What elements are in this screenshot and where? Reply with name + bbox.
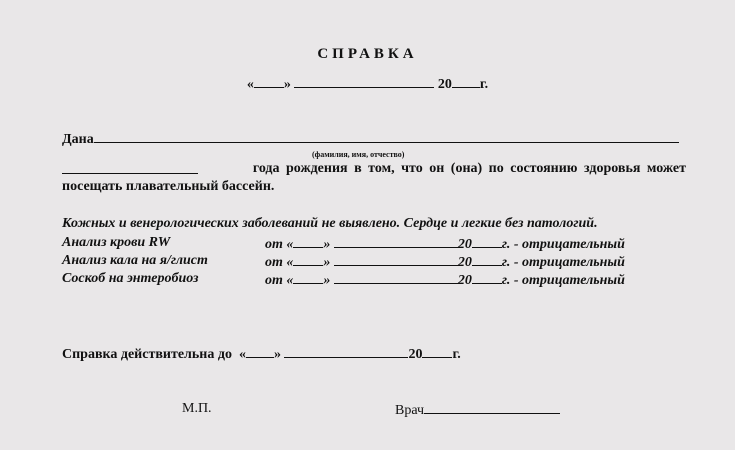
valid-year-blank[interactable] bbox=[422, 345, 452, 358]
test-date-2 bbox=[265, 271, 625, 289]
test-month-blank[interactable] bbox=[334, 271, 458, 284]
findings-text: Кожных и венерологических заболеваний не выявлено. Сердце и легкие без патологий. bbox=[62, 216, 598, 231]
body-text-line1: года рождения в том, что он (она) по состоянию здоровья может bbox=[252, 161, 686, 176]
test-date-1 bbox=[265, 253, 625, 271]
body-text-line2: посещать плавательный бассейн. bbox=[62, 179, 275, 194]
test-month-blank[interactable] bbox=[334, 253, 458, 266]
year-prefix: 20 bbox=[437, 77, 452, 92]
test-name-0: Анализ крови RW bbox=[62, 235, 171, 250]
close-quote: » bbox=[323, 237, 331, 252]
test-name-2: Соскоб на энтеробиоз bbox=[62, 271, 199, 286]
day-blank[interactable] bbox=[254, 75, 284, 88]
test-day-blank[interactable] bbox=[293, 271, 323, 284]
year-suffix: г. bbox=[479, 77, 489, 92]
year-suffix: г. bbox=[452, 347, 461, 362]
valid-day-blank[interactable] bbox=[246, 345, 274, 358]
birth-year-line bbox=[62, 161, 686, 177]
test-day-blank[interactable] bbox=[293, 235, 323, 248]
open-quote: « bbox=[246, 77, 254, 92]
test-year-blank[interactable] bbox=[472, 271, 502, 284]
stamp-label: М.П. bbox=[182, 401, 212, 416]
issued-to-line bbox=[62, 130, 679, 148]
year-blank[interactable] bbox=[452, 75, 480, 88]
test-result: г. - отрицательный bbox=[501, 273, 625, 288]
year-prefix: 20 bbox=[408, 347, 423, 362]
year-prefix: 20 bbox=[457, 255, 472, 270]
close-quote: » bbox=[283, 77, 291, 92]
valid-until-label: Справка действительна до bbox=[62, 347, 232, 362]
test-date-0 bbox=[265, 235, 625, 253]
year-prefix: 20 bbox=[457, 273, 472, 288]
full-name-hint: (фамилия, имя, отчество) bbox=[312, 150, 405, 159]
test-year-blank[interactable] bbox=[472, 235, 502, 248]
test-year-blank[interactable] bbox=[472, 253, 502, 266]
full-name-blank[interactable] bbox=[94, 130, 679, 143]
issue-date-line bbox=[0, 75, 735, 93]
month-blank[interactable] bbox=[294, 75, 434, 88]
from-label: от « bbox=[265, 273, 294, 288]
open-quote: « bbox=[238, 347, 246, 362]
test-month-blank[interactable] bbox=[334, 235, 458, 248]
birth-year-blank[interactable] bbox=[62, 161, 198, 174]
test-name-1: Анализ кала на я/глист bbox=[62, 253, 208, 268]
issued-to-label: Дана bbox=[62, 132, 94, 147]
year-prefix: 20 bbox=[457, 237, 472, 252]
test-result: г. - отрицательный bbox=[501, 255, 625, 270]
doctor-signature-blank[interactable] bbox=[424, 401, 560, 414]
valid-month-blank[interactable] bbox=[284, 345, 408, 358]
close-quote: » bbox=[323, 273, 331, 288]
valid-until-line bbox=[62, 345, 461, 363]
close-quote: » bbox=[273, 347, 281, 362]
doctor-label: Врач bbox=[395, 403, 425, 418]
doctor-signature-line bbox=[395, 401, 560, 419]
close-quote: » bbox=[323, 255, 331, 270]
from-label: от « bbox=[265, 237, 294, 252]
from-label: от « bbox=[265, 255, 294, 270]
test-day-blank[interactable] bbox=[293, 253, 323, 266]
document-title: СПРАВКА bbox=[317, 46, 418, 62]
test-result: г. - отрицательный bbox=[501, 237, 625, 252]
